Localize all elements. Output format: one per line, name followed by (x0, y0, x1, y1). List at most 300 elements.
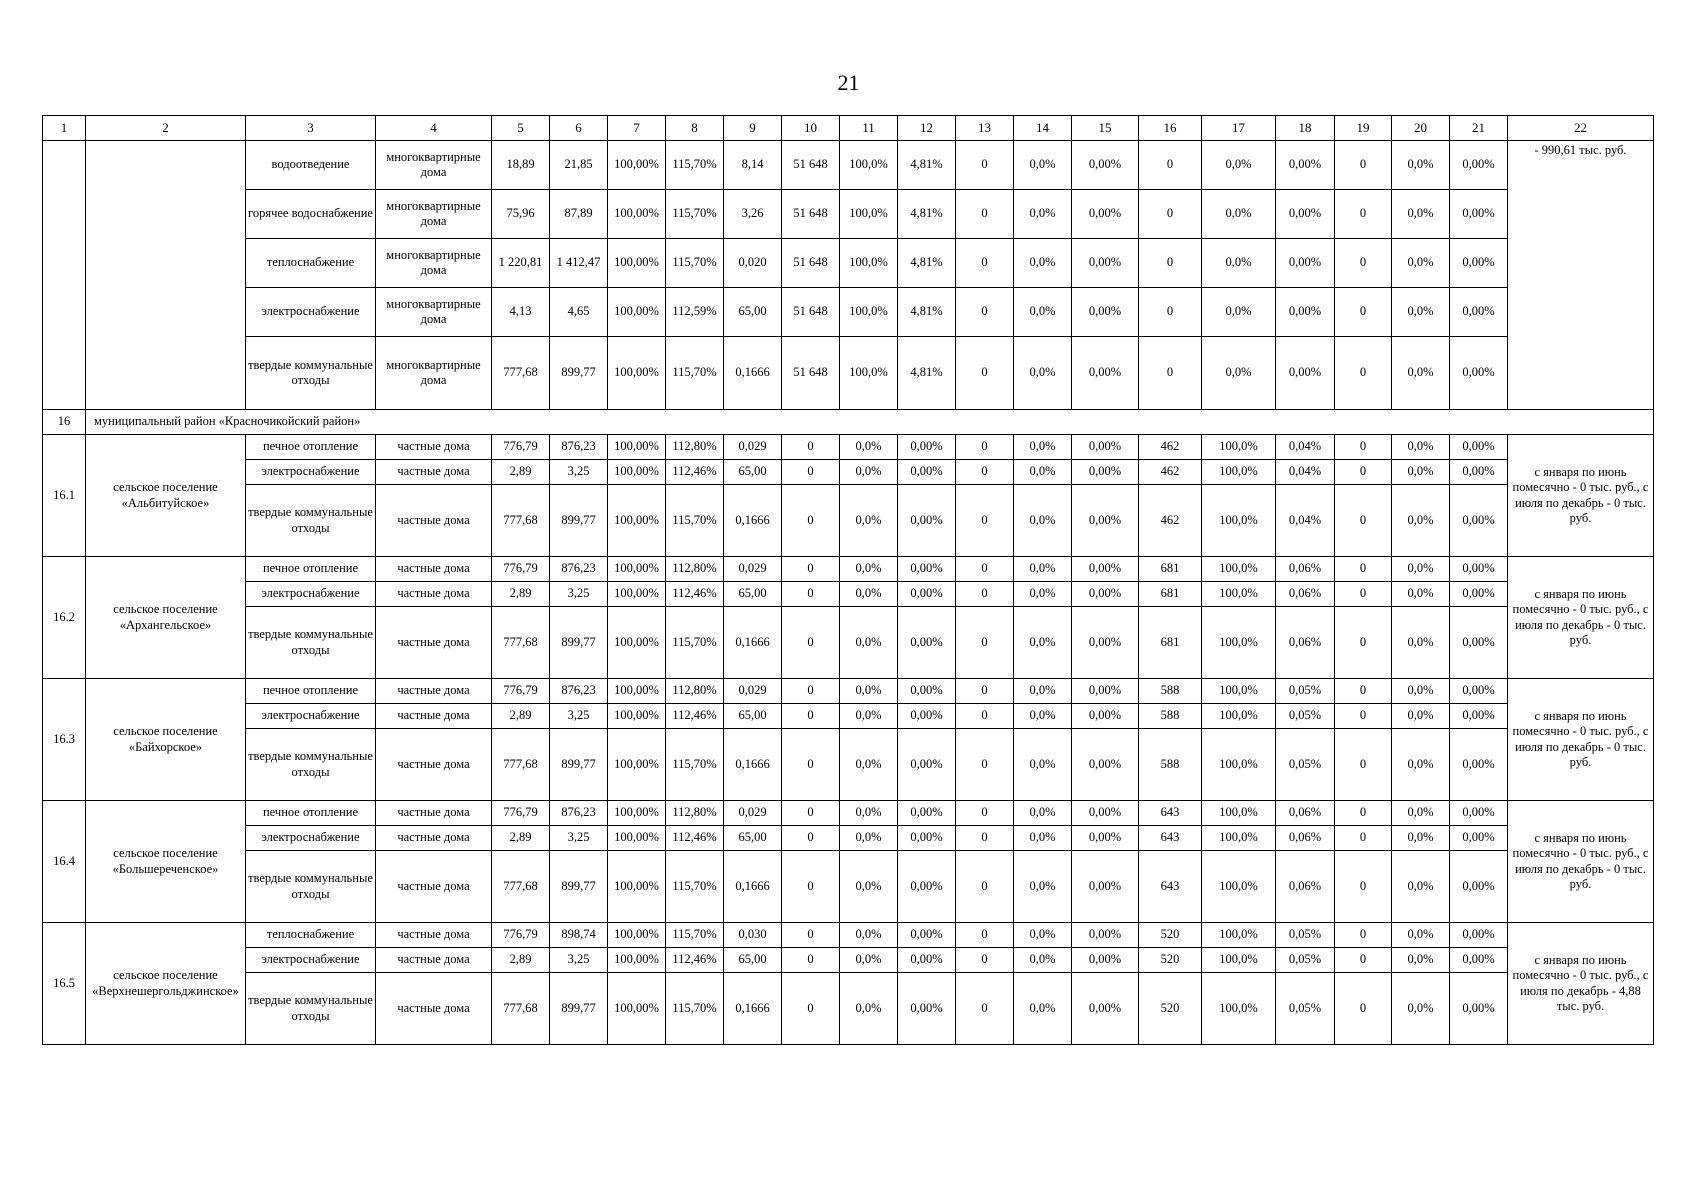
settlement-number: 16.2 (43, 557, 86, 679)
value-cell: 0,00% (1450, 582, 1508, 607)
value-cell: 0,0% (1014, 851, 1072, 923)
value-cell: 115,70% (666, 607, 724, 679)
column-number: 11 (840, 116, 898, 141)
value-cell: 0 (956, 337, 1014, 410)
value-cell: 0,00% (1276, 239, 1335, 288)
table-row (43, 190, 1654, 239)
value-cell: 100,00% (608, 557, 666, 582)
value-cell: 0,0% (1392, 460, 1450, 485)
housing-type-cell: частные дома (376, 704, 492, 729)
value-cell: 4,81% (898, 337, 956, 410)
value-cell: 0,00% (1450, 973, 1508, 1045)
value-cell: 0 (1335, 607, 1392, 679)
value-cell: 777,68 (492, 729, 550, 801)
service-cell: электроснабжение (246, 460, 376, 485)
value-cell: 115,70% (666, 729, 724, 801)
value-cell: 51 648 (782, 239, 840, 288)
value-cell: 100,00% (608, 679, 666, 704)
value-cell: 899,77 (550, 729, 608, 801)
value-cell: 0 (1139, 141, 1202, 190)
value-cell: 0,1666 (724, 337, 782, 410)
value-cell: 100,00% (608, 239, 666, 288)
value-cell: 0 (1335, 923, 1392, 948)
value-cell: 0,0% (1202, 337, 1276, 410)
column-number: 22 (1508, 116, 1654, 141)
value-cell: 0,0% (1392, 923, 1450, 948)
value-cell: 0 (782, 923, 840, 948)
district-row (43, 410, 1654, 435)
value-cell: 0 (1335, 460, 1392, 485)
value-cell: 3,25 (550, 826, 608, 851)
column-number: 14 (1014, 116, 1072, 141)
settlement-name: сельское поселение «Альбитуйское» (86, 435, 246, 557)
column-number: 4 (376, 116, 492, 141)
table-row (43, 923, 1654, 948)
value-cell: 0,00% (898, 460, 956, 485)
value-cell: 0,029 (724, 435, 782, 460)
value-cell: 4,81% (898, 141, 956, 190)
value-cell: 0,00% (898, 851, 956, 923)
value-cell: 100,00% (608, 607, 666, 679)
value-cell: 3,25 (550, 704, 608, 729)
value-cell: 0,020 (724, 239, 782, 288)
value-cell: 0,0% (840, 851, 898, 923)
value-cell: 0,05% (1276, 948, 1335, 973)
value-cell: 0 (1335, 190, 1392, 239)
column-number: 15 (1072, 116, 1139, 141)
settlement-name: сельское поселение «Архангельское» (86, 557, 246, 679)
value-cell: 65,00 (724, 826, 782, 851)
value-cell: 0,00% (1072, 607, 1139, 679)
value-cell: 0,05% (1276, 923, 1335, 948)
value-cell: 0 (1335, 679, 1392, 704)
value-cell: 0,0% (1014, 239, 1072, 288)
value-cell: 100,00% (608, 582, 666, 607)
value-cell: 876,23 (550, 557, 608, 582)
value-cell: 777,68 (492, 973, 550, 1045)
value-cell: 0,030 (724, 923, 782, 948)
value-cell: 0 (782, 460, 840, 485)
value-cell: 100,0% (1202, 801, 1276, 826)
value-cell: 876,23 (550, 801, 608, 826)
value-cell: 0 (1335, 141, 1392, 190)
value-cell: 115,70% (666, 973, 724, 1045)
value-cell: 0,0% (1014, 923, 1072, 948)
table-row (43, 239, 1654, 288)
service-cell: твердые коммунальные отходы (246, 337, 376, 410)
value-cell: 0,00% (1072, 435, 1139, 460)
value-cell: 0,06% (1276, 607, 1335, 679)
value-cell: 588 (1139, 729, 1202, 801)
value-cell: 777,68 (492, 607, 550, 679)
value-cell: 8,14 (724, 141, 782, 190)
service-cell: твердые коммунальные отходы (246, 851, 376, 923)
value-cell: 4,81% (898, 239, 956, 288)
value-cell: 0,0% (1202, 288, 1276, 337)
value-cell: 100,0% (1202, 435, 1276, 460)
column-number: 16 (1139, 116, 1202, 141)
value-cell: 0,0% (840, 948, 898, 973)
value-cell: 112,80% (666, 435, 724, 460)
value-cell: 0,00% (1450, 948, 1508, 973)
note-cell: с января по июнь помесячно - 0 тыс. руб., с июля по декабрь - 0 тыс. руб. (1508, 801, 1654, 923)
value-cell: 0 (956, 141, 1014, 190)
value-cell: 0,0% (1014, 607, 1072, 679)
value-cell: 643 (1139, 851, 1202, 923)
housing-type-cell: многоквартирные дома (376, 337, 492, 410)
value-cell: 681 (1139, 607, 1202, 679)
column-number: 21 (1450, 116, 1508, 141)
service-cell: электроснабжение (246, 948, 376, 973)
value-cell: 0 (1335, 435, 1392, 460)
service-cell: горячее водоснабжение (246, 190, 376, 239)
value-cell: 0,0% (840, 679, 898, 704)
value-cell: 0,00% (1072, 239, 1139, 288)
value-cell: 100,0% (1202, 704, 1276, 729)
value-cell: 0,1666 (724, 729, 782, 801)
value-cell: 0,0% (1014, 337, 1072, 410)
value-cell: 0,00% (898, 948, 956, 973)
value-cell: 0,00% (898, 485, 956, 557)
value-cell: 0,0% (840, 485, 898, 557)
value-cell: 0,0% (840, 557, 898, 582)
value-cell: 1 412,47 (550, 239, 608, 288)
table-row (43, 141, 1654, 190)
value-cell: 0,0% (1014, 801, 1072, 826)
value-cell: 51 648 (782, 141, 840, 190)
note-cell: с января по июнь помесячно - 0 тыс. руб., с июля по декабрь - 0 тыс. руб. (1508, 435, 1654, 557)
value-cell: 0 (956, 557, 1014, 582)
value-cell: 0,00% (898, 704, 956, 729)
value-cell: 0,00% (898, 557, 956, 582)
value-cell: 0 (956, 485, 1014, 557)
value-cell: 0,0% (1392, 337, 1450, 410)
value-cell: 0,0% (1014, 288, 1072, 337)
value-cell: 0,0% (1392, 607, 1450, 679)
value-cell: 0,1666 (724, 973, 782, 1045)
settlement-number: 16.1 (43, 435, 86, 557)
value-cell: 100,0% (1202, 557, 1276, 582)
value-cell: 0 (956, 607, 1014, 679)
value-cell: 3,25 (550, 460, 608, 485)
value-cell: 100,0% (1202, 679, 1276, 704)
settlement-name: сельское поселение «Верхнешергольджинское» (86, 923, 246, 1045)
housing-type-cell: частные дома (376, 679, 492, 704)
value-cell: 0,0% (1014, 557, 1072, 582)
value-cell: 0 (1335, 851, 1392, 923)
value-cell: 0 (1139, 288, 1202, 337)
value-cell: 0,00% (1450, 337, 1508, 410)
value-cell: 0 (782, 973, 840, 1045)
value-cell: 0 (1139, 190, 1202, 239)
value-cell: 462 (1139, 460, 1202, 485)
value-cell: 0,00% (1072, 288, 1139, 337)
value-cell: 0,0% (840, 460, 898, 485)
value-cell: 520 (1139, 948, 1202, 973)
housing-type-cell: многоквартирные дома (376, 288, 492, 337)
value-cell: 0 (1335, 557, 1392, 582)
value-cell: 0,0% (840, 826, 898, 851)
value-cell: 0,00% (898, 729, 956, 801)
value-cell: 100,00% (608, 141, 666, 190)
value-cell: 0,1666 (724, 607, 782, 679)
value-cell: 0,1666 (724, 851, 782, 923)
column-number: 5 (492, 116, 550, 141)
value-cell: 100,00% (608, 948, 666, 973)
value-cell: 0,0% (1392, 141, 1450, 190)
value-cell: 0,00% (1450, 557, 1508, 582)
column-number: 17 (1202, 116, 1276, 141)
table-row (43, 460, 1654, 485)
service-cell: теплоснабжение (246, 239, 376, 288)
value-cell: 0,0% (1202, 141, 1276, 190)
value-cell: 75,96 (492, 190, 550, 239)
table-row (43, 851, 1654, 923)
value-cell: 0,00% (1072, 485, 1139, 557)
table-row (43, 435, 1654, 460)
value-cell: 0,0% (1392, 851, 1450, 923)
value-cell: 0 (1335, 948, 1392, 973)
value-cell: 0 (782, 801, 840, 826)
value-cell: 876,23 (550, 435, 608, 460)
value-cell: 0,0% (1202, 190, 1276, 239)
value-cell: 0,029 (724, 679, 782, 704)
value-cell: 112,80% (666, 801, 724, 826)
table-row (43, 679, 1654, 704)
value-cell: 0 (782, 729, 840, 801)
value-cell: 0,00% (1072, 337, 1139, 410)
value-cell: 0,0% (1392, 826, 1450, 851)
value-cell: 0,04% (1276, 435, 1335, 460)
column-number: 20 (1392, 116, 1450, 141)
value-cell: 115,70% (666, 239, 724, 288)
value-cell: 115,70% (666, 851, 724, 923)
value-cell: 100,0% (1202, 485, 1276, 557)
district-name: муниципальный район «Красночикойский район» (86, 410, 1654, 435)
value-cell: 0,00% (898, 826, 956, 851)
value-cell: 115,70% (666, 337, 724, 410)
settlement-name: сельское поселение «Байхорское» (86, 679, 246, 801)
value-cell: 0 (1335, 485, 1392, 557)
housing-type-cell: многоквартирные дома (376, 239, 492, 288)
value-cell: 4,81% (898, 288, 956, 337)
value-cell: 112,46% (666, 948, 724, 973)
value-cell: 0,00% (1072, 557, 1139, 582)
column-number: 1 (43, 116, 86, 141)
value-cell: 100,00% (608, 190, 666, 239)
value-cell: 115,70% (666, 141, 724, 190)
value-cell: 1 220,81 (492, 239, 550, 288)
value-cell: 0 (782, 679, 840, 704)
value-cell: 898,74 (550, 923, 608, 948)
housing-type-cell: частные дома (376, 607, 492, 679)
value-cell: 3,25 (550, 582, 608, 607)
value-cell: 0,0% (1014, 435, 1072, 460)
column-number: 8 (666, 116, 724, 141)
value-cell: 0 (1335, 582, 1392, 607)
value-cell: 4,13 (492, 288, 550, 337)
value-cell: 0 (1335, 239, 1392, 288)
value-cell: 100,0% (1202, 923, 1276, 948)
table-row (43, 288, 1654, 337)
value-cell: 0,0% (1392, 582, 1450, 607)
value-cell: 776,79 (492, 923, 550, 948)
value-cell: 65,00 (724, 704, 782, 729)
value-cell: 0 (956, 190, 1014, 239)
value-cell: 4,81% (898, 190, 956, 239)
housing-type-cell: частные дома (376, 729, 492, 801)
value-cell: 112,80% (666, 679, 724, 704)
value-cell: 899,77 (550, 337, 608, 410)
housing-type-cell: частные дома (376, 923, 492, 948)
value-cell: 4,65 (550, 288, 608, 337)
value-cell: 462 (1139, 435, 1202, 460)
value-cell: 0 (782, 607, 840, 679)
value-cell: 0,00% (1072, 851, 1139, 923)
value-cell: 115,70% (666, 485, 724, 557)
table-row (43, 557, 1654, 582)
value-cell: 776,79 (492, 435, 550, 460)
value-cell: 0 (956, 582, 1014, 607)
value-cell: 0,00% (1450, 239, 1508, 288)
service-cell: печное отопление (246, 679, 376, 704)
value-cell: 0 (1335, 826, 1392, 851)
column-number: 2 (86, 116, 246, 141)
value-cell: 0,05% (1276, 679, 1335, 704)
value-cell: 0,00% (1276, 190, 1335, 239)
value-cell: 0,00% (1450, 801, 1508, 826)
service-cell: электроснабжение (246, 288, 376, 337)
value-cell: 21,85 (550, 141, 608, 190)
value-cell: 100,00% (608, 923, 666, 948)
value-cell: 100,0% (840, 288, 898, 337)
value-cell: 0,0% (1014, 948, 1072, 973)
service-cell: электроснабжение (246, 826, 376, 851)
value-cell: 0 (956, 729, 1014, 801)
value-cell: 0 (1139, 337, 1202, 410)
value-cell: 112,46% (666, 460, 724, 485)
column-number: 7 (608, 116, 666, 141)
value-cell: 65,00 (724, 948, 782, 973)
value-cell: 0,0% (1014, 460, 1072, 485)
column-number: 12 (898, 116, 956, 141)
value-cell: 112,46% (666, 582, 724, 607)
value-cell: 112,46% (666, 826, 724, 851)
value-cell: 100,00% (608, 435, 666, 460)
value-cell: 0,0% (1392, 190, 1450, 239)
value-cell: 777,68 (492, 337, 550, 410)
value-cell: 0 (956, 923, 1014, 948)
value-cell: 0,0% (1392, 435, 1450, 460)
value-cell: 115,70% (666, 923, 724, 948)
value-cell: 0,0% (1014, 826, 1072, 851)
value-cell: 0,00% (898, 801, 956, 826)
value-cell: 0,06% (1276, 851, 1335, 923)
row-number-cell (43, 141, 86, 410)
value-cell: 100,00% (608, 826, 666, 851)
value-cell: 112,59% (666, 288, 724, 337)
value-cell: 100,00% (608, 337, 666, 410)
value-cell: 0,0% (1014, 141, 1072, 190)
value-cell: 2,89 (492, 948, 550, 973)
value-cell: 100,00% (608, 973, 666, 1045)
value-cell: 0,029 (724, 801, 782, 826)
value-cell: 0 (956, 460, 1014, 485)
value-cell: 0,00% (1450, 460, 1508, 485)
service-cell: твердые коммунальные отходы (246, 729, 376, 801)
value-cell: 0,00% (898, 973, 956, 1045)
value-cell: 0 (956, 851, 1014, 923)
value-cell: 0,00% (1072, 582, 1139, 607)
value-cell: 0,0% (1392, 973, 1450, 1045)
value-cell: 643 (1139, 801, 1202, 826)
value-cell: 0 (956, 679, 1014, 704)
note-cell: с января по июнь помесячно - 0 тыс. руб., с июля по декабрь - 4,88 тыс. руб. (1508, 923, 1654, 1045)
value-cell: 0,00% (1072, 729, 1139, 801)
value-cell: 0,029 (724, 557, 782, 582)
tariff-table (42, 115, 1654, 1045)
value-cell: 100,0% (1202, 948, 1276, 973)
table-row (43, 485, 1654, 557)
value-cell: 65,00 (724, 288, 782, 337)
value-cell: 0,0% (1202, 239, 1276, 288)
settlement-number: 16.3 (43, 679, 86, 801)
value-cell: 0 (956, 288, 1014, 337)
value-cell: 0,00% (1450, 190, 1508, 239)
value-cell: 0,00% (1072, 948, 1139, 973)
service-cell: печное отопление (246, 435, 376, 460)
column-number: 13 (956, 116, 1014, 141)
value-cell: 0 (782, 582, 840, 607)
value-cell: 112,46% (666, 704, 724, 729)
value-cell: 0 (782, 851, 840, 923)
value-cell: 0,06% (1276, 826, 1335, 851)
settlement-number: 16.4 (43, 801, 86, 923)
value-cell: 0,05% (1276, 729, 1335, 801)
value-cell: 777,68 (492, 485, 550, 557)
value-cell: 100,0% (1202, 582, 1276, 607)
value-cell: 0,0% (1392, 729, 1450, 801)
housing-type-cell: частные дома (376, 582, 492, 607)
value-cell: 2,89 (492, 704, 550, 729)
value-cell: 777,68 (492, 851, 550, 923)
table-row (43, 704, 1654, 729)
value-cell: 100,00% (608, 851, 666, 923)
value-cell: 100,00% (608, 460, 666, 485)
value-cell: 0,00% (898, 435, 956, 460)
value-cell: 0,00% (1450, 485, 1508, 557)
housing-type-cell: частные дома (376, 435, 492, 460)
column-number: 9 (724, 116, 782, 141)
value-cell: 100,0% (1202, 851, 1276, 923)
value-cell: 0,0% (1392, 679, 1450, 704)
value-cell: 100,0% (1202, 973, 1276, 1045)
value-cell: 776,79 (492, 557, 550, 582)
value-cell: 0 (782, 704, 840, 729)
service-cell: твердые коммунальные отходы (246, 973, 376, 1045)
value-cell: 0 (1335, 288, 1392, 337)
value-cell: 0,0% (840, 435, 898, 460)
value-cell: 0,00% (1450, 288, 1508, 337)
value-cell: 0 (1335, 801, 1392, 826)
value-cell: 0,00% (1276, 141, 1335, 190)
note-cell: - 990,61 тыс. руб. (1508, 141, 1654, 410)
value-cell: 520 (1139, 973, 1202, 1045)
value-cell: 0,0% (1392, 948, 1450, 973)
column-number: 3 (246, 116, 376, 141)
column-number: 18 (1276, 116, 1335, 141)
column-number: 10 (782, 116, 840, 141)
